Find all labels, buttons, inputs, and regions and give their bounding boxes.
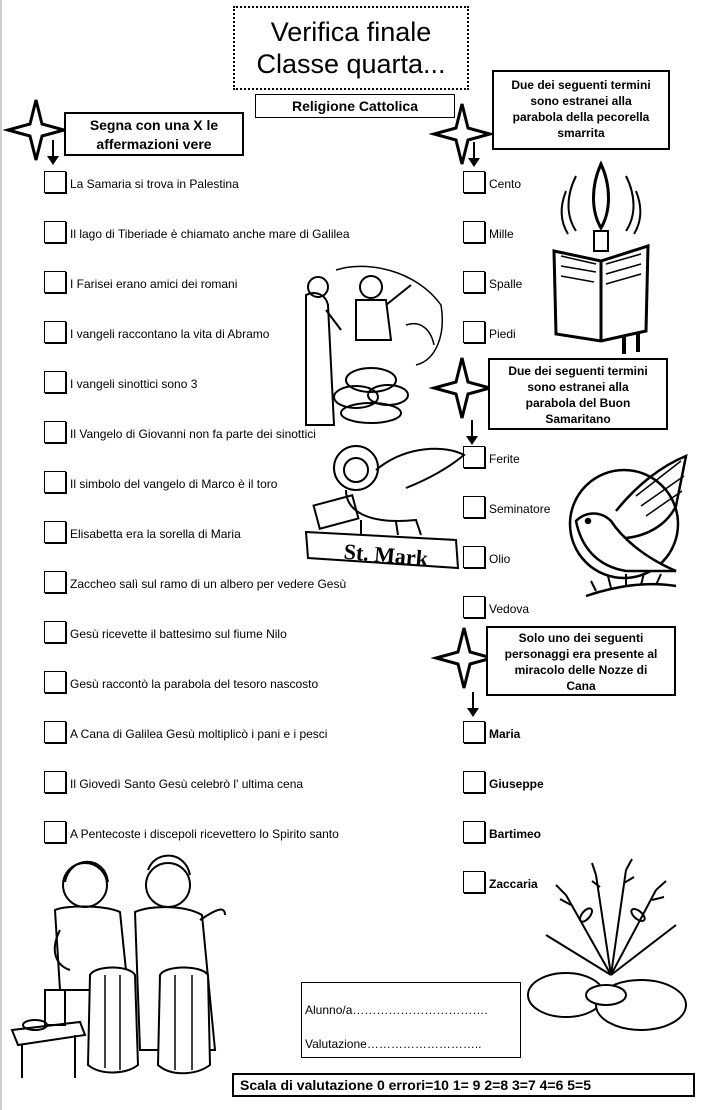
arrow-down-icon — [466, 692, 480, 718]
list-item-text: Cento — [489, 177, 522, 191]
list-item-text: Gesù raccontò la parabola del tesoro nascosto — [70, 677, 319, 691]
list-item — [44, 221, 424, 249]
instruction-line: Cana — [566, 679, 596, 693]
list-item-text: La Samaria si trova in Palestina — [70, 177, 239, 191]
right-instruction-2 — [488, 358, 668, 430]
list-item-text: Zaccheo salì sul ramo di un albero per vedere Gesù — [70, 577, 347, 591]
instruction-line: Due dei seguenti termini — [508, 364, 648, 378]
instruction-line: Due dei seguenti termini — [511, 78, 651, 92]
list-item-text: Il Giovedì Santo Gesù celebrò l' ultima cena — [70, 777, 304, 791]
dove-illustration — [566, 446, 694, 616]
arrow-down-icon — [467, 142, 481, 168]
answer-checkbox[interactable] — [44, 221, 66, 243]
list-item-text: I Farisei erano amici dei romani — [70, 277, 238, 291]
page-edge — [0, 0, 2, 1110]
list-item-text: A Cana di Galilea Gesù moltiplicò i pani e i pesci — [70, 727, 328, 741]
title-line-2: Classe quarta... — [256, 49, 446, 79]
zacchaeus-illustration — [296, 265, 446, 430]
left-instruction — [64, 112, 244, 156]
answer-checkbox[interactable] — [44, 271, 66, 293]
instruction-line: Samaritano — [545, 412, 611, 426]
star-icon — [432, 102, 492, 166]
instruction-line: sono estranei alla — [527, 380, 629, 394]
list-item-text: Seminatore — [489, 502, 551, 516]
grading-scale: Scala di valutazione 0 errori=10 1= 9 2=8 3=7 4=6 5=5 — [232, 1073, 695, 1097]
answer-checkbox[interactable] — [44, 171, 66, 193]
list-item-text: I vangeli sinottici sono 3 — [70, 377, 198, 391]
answer-checkbox[interactable] — [44, 471, 66, 493]
answer-checkbox[interactable] — [463, 496, 485, 518]
answer-checkbox[interactable] — [44, 821, 66, 843]
candle-book-illustration — [546, 156, 656, 356]
wedding-cana-illustration — [10, 850, 260, 1082]
list-item — [44, 721, 424, 749]
list-item-text: Giuseppe — [489, 777, 544, 791]
list-item — [44, 671, 424, 699]
list-item-text: Bartimeo — [489, 827, 542, 841]
right-instruction-1 — [492, 70, 670, 150]
list-item — [44, 621, 424, 649]
instruction-line: Solo uno dei seguenti — [518, 631, 644, 645]
list-item — [44, 771, 424, 799]
student-score-box — [301, 982, 521, 1058]
list-item-text: Il simbolo del vangelo di Marco è il toro — [70, 477, 278, 491]
grade-field[interactable]: Valutazione……………………….. — [305, 1037, 482, 1051]
instruction-line: parabola del Buon — [525, 396, 631, 410]
answer-checkbox[interactable] — [44, 771, 66, 793]
instruction-line: personaggi era presente al — [504, 647, 658, 661]
list-item-text: Olio — [489, 552, 511, 566]
instruction-line: smarrita — [557, 126, 605, 140]
instruction-line: Segna con una X le — [89, 117, 219, 133]
answer-checkbox[interactable] — [44, 621, 66, 643]
answer-checkbox[interactable] — [463, 821, 485, 843]
answer-checkbox[interactable] — [463, 271, 485, 293]
list-item-text: Gesù ricevette il battesimo sul fiume Nilo — [70, 627, 287, 641]
list-item-text: Zaccaria — [489, 877, 538, 891]
arrow-down-icon — [465, 420, 479, 446]
answer-checkbox[interactable] — [44, 671, 66, 693]
arrow-down-icon — [46, 140, 60, 166]
list-item — [44, 571, 424, 599]
wheat-bread-illustration — [526, 855, 701, 1033]
answer-checkbox[interactable] — [44, 371, 66, 393]
right-instruction-3 — [486, 626, 676, 696]
answer-checkbox[interactable] — [463, 721, 485, 743]
star-icon — [434, 626, 494, 690]
answer-checkbox[interactable] — [463, 771, 485, 793]
instruction-line: miracolo delle Nozze di — [514, 663, 648, 677]
instruction-line: affermazioni vere — [96, 136, 212, 152]
answer-checkbox[interactable] — [44, 571, 66, 593]
answer-checkbox[interactable] — [463, 546, 485, 568]
answer-checkbox[interactable] — [463, 871, 485, 893]
list-item-text: I vangeli raccontano la vita di Abramo — [70, 327, 270, 341]
list-item-text: A Pentecoste i discepoli ricevettero lo Spirito santo — [70, 827, 339, 841]
student-name-field[interactable]: Alunno/a……………………………. — [305, 1003, 488, 1017]
list-item-text: Elisabetta era la sorella di Maria — [70, 527, 241, 541]
answer-checkbox[interactable] — [44, 721, 66, 743]
answer-checkbox[interactable] — [463, 596, 485, 618]
list-item-text: Piedi — [489, 327, 516, 341]
answer-checkbox[interactable] — [44, 321, 66, 343]
list-item-text: Ferite — [489, 452, 520, 466]
st-mark-lion-illustration — [306, 440, 466, 570]
answer-checkbox[interactable] — [44, 421, 66, 443]
instruction-line: parabola della pecorella — [512, 110, 650, 124]
answer-checkbox[interactable] — [463, 446, 485, 468]
list-item-text: Vedova — [489, 602, 530, 616]
list-item — [44, 171, 424, 199]
title-box — [233, 6, 469, 90]
list-item — [463, 771, 706, 799]
list-item-text: Il Vangelo di Giovanni non fa parte dei sinottici — [70, 427, 316, 441]
answer-checkbox[interactable] — [463, 221, 485, 243]
title-line-1: Verifica finale — [270, 17, 432, 47]
answer-checkbox[interactable] — [463, 321, 485, 343]
answer-checkbox[interactable] — [44, 521, 66, 543]
list-item-text: Spalle — [489, 277, 523, 291]
list-item — [463, 821, 706, 849]
list-item-text: Il lago di Tiberiade è chiamato anche mare di Galilea — [70, 227, 350, 241]
answer-checkbox[interactable] — [463, 171, 485, 193]
list-item-text: Mille — [489, 227, 514, 241]
st-mark-banner-text: St. Mark — [342, 538, 430, 571]
list-item-text: Maria — [489, 727, 521, 741]
subtitle: Religione Cattolica — [255, 94, 455, 118]
list-item — [44, 821, 424, 849]
list-item — [463, 721, 706, 749]
instruction-line: sono estranei alla — [530, 94, 632, 108]
